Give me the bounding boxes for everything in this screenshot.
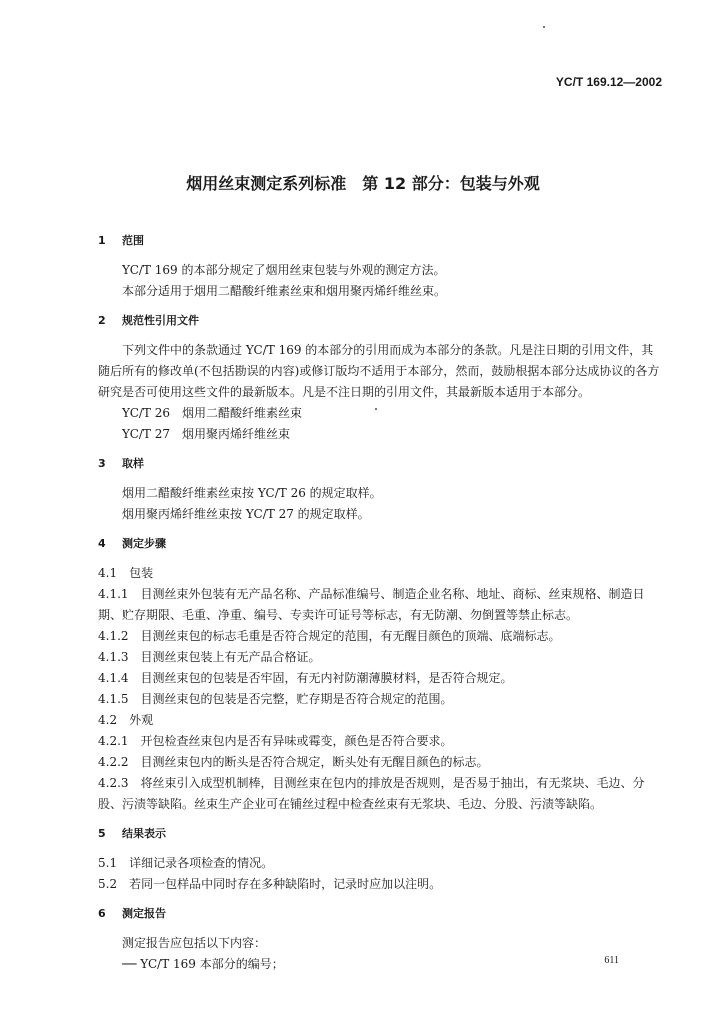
section-heading: 4 测定步骤: [98, 537, 166, 550]
document-title: 烟用丝束测定系列标准 第 12 部分：包装与外观: [186, 174, 540, 193]
section-heading: 6 测定报告: [98, 907, 166, 920]
clause: 4.2.3 将丝束引入成型机制棒，目测丝束在包内的排放是否规则，是否易于抽出，有无浆块、毛边、分股、污渍等缺陷。丝束生产企业可在铺丝过程中检查丝束有无浆块、毛边、分股、污渍等缺陷。: [98, 776, 645, 811]
section-normative-references: [98, 312, 664, 445]
clause: 5.2 若同一包样品中同时存在多种缺陷时，记录时应加以注明。: [98, 877, 442, 891]
clause: 4.1.2 目测丝束包的标志毛重是否符合规定的范围，有无醒目颜色的顶端、底端标志。: [98, 629, 561, 643]
clause: 5.1 详细记录各项检查的情况。: [98, 856, 274, 870]
section-report: [98, 905, 664, 975]
document-body: [98, 232, 664, 985]
clause: 4.1.1 目测丝束外包装有无产品名称、产品标准编号、制造企业名称、地址、商标、丝束规格、制造日期、贮存期限、毛重、净重、编号、专卖许可证号等标志，有无防潮、勿倒置等禁止标志。: [98, 587, 645, 622]
clause: 4.1.3 目测丝束包装上有无产品合格证。: [98, 650, 321, 664]
clause: 4.1.4 目测丝束包的包装是否牢固，有无内衬防潮薄膜材料，是否符合规定。: [98, 671, 513, 685]
section-heading: 3 取样: [98, 457, 144, 470]
subclause-heading: 4.1 包装: [98, 566, 154, 580]
paragraph: 测定报告应包括以下内容：: [122, 936, 267, 950]
clause: 4.1.5 目测丝束包的包装是否完整，贮存期是否符合规定的范围。: [98, 692, 453, 706]
subclause-heading: 4.2 外观: [98, 713, 154, 727]
paragraph: 烟用聚丙烯纤维丝束按 YC/T 27 的规定取样。: [122, 507, 370, 521]
clause: 4.2.1 开包检查丝束包内是否有异味或霉变，颜色是否符合要求。: [98, 734, 453, 748]
section-scope: [98, 232, 664, 302]
scan-speck: [543, 26, 545, 28]
paragraph: 烟用二醋酸纤维素丝束按 YC/T 26 的规定取样。: [122, 486, 382, 500]
section-results: [98, 825, 664, 895]
page-number: 611: [604, 955, 619, 966]
document-code: YC/T 169.12—2002: [555, 75, 662, 89]
reference-item: YC/T 27 烟用聚丙烯纤维丝束: [122, 427, 291, 441]
section-heading: 5 结果表示: [98, 827, 166, 840]
section-heading: 2 规范性引用文件: [98, 314, 199, 327]
clause: 4.2.2 目测丝束包内的断头是否符合规定，断头处有无醒目颜色的标志。: [98, 755, 489, 769]
section-heading: 1 范围: [98, 234, 144, 247]
section-procedure: [98, 535, 664, 815]
list-item: ── YC/T 169 本部分的编号；: [122, 957, 284, 971]
paragraph: YC/T 169 的本部分规定了烟用丝束包装与外观的测定方法。: [122, 263, 446, 277]
paragraph: 本部分适用于烟用二醋酸纤维素丝束和烟用聚丙烯纤维丝束。: [122, 284, 447, 298]
scan-speck: [375, 408, 377, 410]
reference-item: YC/T 26 烟用二醋酸纤维素丝束: [122, 406, 303, 420]
section-sampling: [98, 455, 664, 525]
paragraph: 下列文件中的条款通过 YC/T 169 的本部分的引用而成为本部分的条款。凡是注日期的引用文件，其随后所有的修改单(不包括勘误的内容)或修订版均不适用于本部分，然而，鼓励根据本部分达成协议的各方研究是否可使用这些文件的最新版本。凡是不注日期的引用文件，其最新版本适用于本部分。: [98, 343, 660, 399]
